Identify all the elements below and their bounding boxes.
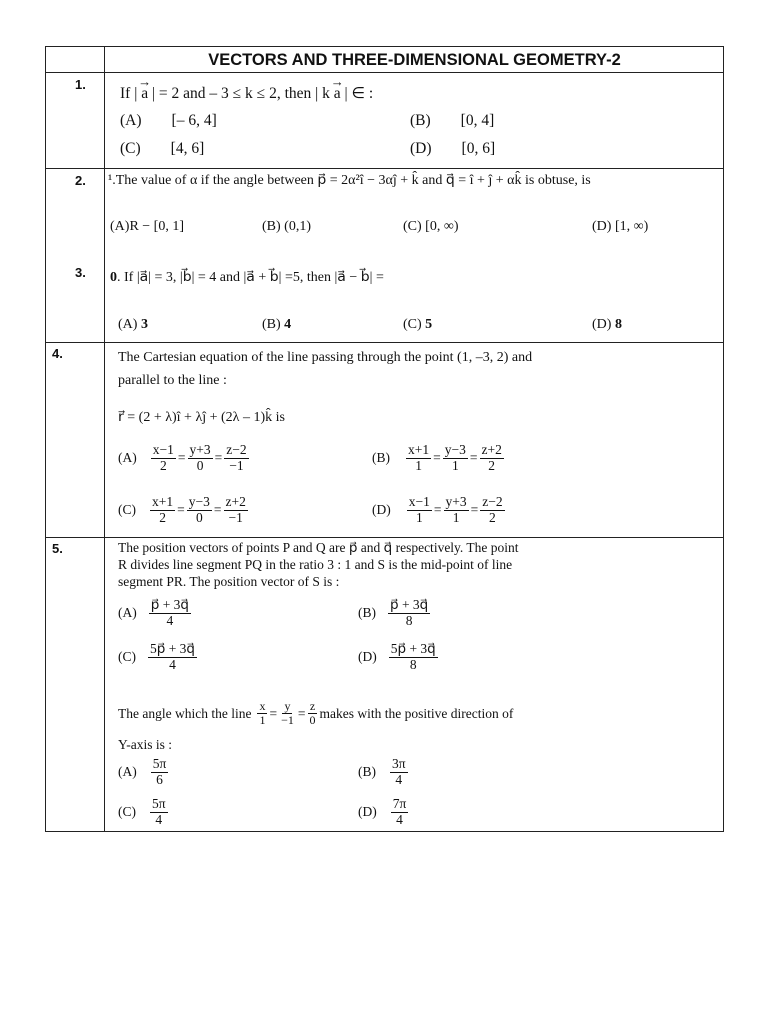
option-c[interactable]: (C) [4, 6] (120, 140, 205, 157)
question-number: 3. (75, 265, 86, 280)
option-d[interactable]: (D) [1, ∞) (592, 219, 649, 234)
option-a[interactable]: (A) $\frac{p⃗ + 3q⃗}{4}$ (118, 597, 190, 628)
question-number: 1. (75, 77, 86, 92)
row-divider (45, 342, 724, 343)
row-divider (45, 537, 724, 538)
option-d[interactable]: (D) [0, 6] (410, 140, 496, 157)
question-stem-line: The position vectors of points P and Q are p⃗ and q⃗ respectively. The point (118, 540, 519, 555)
option-b[interactable]: (B) (0,1) (262, 219, 311, 234)
option-b[interactable]: (B) $\frac{p⃗ + 3q⃗}{8}$ (358, 597, 429, 628)
option-b[interactable]: (B) $\frac{x+1}{1}$ = $\frac{y-3}{1}$ = $\frac{z+2}{2}$ (372, 442, 502, 473)
option-d[interactable]: (D) 8 (592, 317, 622, 332)
column-divider (104, 46, 105, 832)
option-a[interactable]: (A) [– 6, 4] (120, 112, 217, 129)
option-c[interactable]: (C) $\frac{x+1}{2}$ = $\frac{y-3}{0}$ = $\frac{z+2}{-1}$ (118, 494, 246, 525)
question-stem-line: Y-axis is : (118, 737, 172, 752)
option-d[interactable]: (D) $\frac{7\pi}{4}$ (358, 796, 407, 827)
question-stem-line: segment PR. The position vector of S is : (118, 574, 340, 589)
question-stem: ¹.The value of α if the angle between p⃗ = 2α²î − 3αĵ + k̂ and q⃗ = î + ĵ + αk̂ is obtuse, is (108, 173, 591, 188)
option-d[interactable]: (D) $\frac{5p⃗ + 3q⃗}{8}$ (358, 641, 436, 672)
option-c[interactable]: (C) 5 (403, 317, 433, 332)
question-number: 5. (52, 541, 63, 556)
option-b[interactable]: (B) 4 (262, 317, 292, 332)
option-a[interactable]: (A)R − [0, 1] (110, 219, 184, 234)
option-c[interactable]: (C) $\frac{5\pi}{4}$ (118, 796, 166, 827)
option-c[interactable]: (C) $\frac{5p⃗ + 3q⃗}{4}$ (118, 641, 196, 672)
option-a[interactable]: (A) 3 (118, 317, 148, 332)
option-b[interactable]: (B) [0, 4] (410, 112, 495, 129)
question-number: 4. (52, 346, 63, 361)
question-stem: 0. If |a⃗| = 3, |b⃗| = 4 and |a⃗ + b⃗| =5, then |a⃗ − b⃗| = (110, 270, 384, 285)
question-stem-line: r⃗ = (2 + λ)î + λĵ + (2λ – 1)k̂ is (118, 410, 285, 425)
option-a[interactable]: (A) $\frac{5\pi}{6}$ (118, 756, 167, 787)
question-stem-line: R divides line segment PQ in the ratio 3 : 1 and S is the mid-point of line (118, 557, 513, 572)
question-stem-line: The Cartesian equation of the line passing through the point (1, –3, 2) and (118, 350, 533, 365)
row-divider (45, 168, 724, 169)
question-number: 2. (75, 173, 86, 188)
page-title: VECTORS AND THREE-DIMENSIONAL GEOMETRY-2 (208, 51, 621, 69)
option-a[interactable]: (A) $\frac{x-1}{2}$ = $\frac{y+3}{0}$ = $\frac{z-2}{-1}$ (118, 442, 247, 473)
option-b[interactable]: (B) $\frac{3\pi}{4}$ (358, 756, 406, 787)
question-stem: If | → a | = 2 and – 3 ≤ k ≤ 2, then | k → a | ∈ : (120, 84, 373, 103)
option-d[interactable]: (D) $\frac{x-1}{1}$ = $\frac{y+3}{1}$ = $\frac{z-2}{2}$ (372, 494, 503, 525)
question-stem-line: The angle which the line $\frac{x}{1}$ = $\frac{y}{-1}$ = $\frac{z}{0}$ makes with the positive direction of (118, 699, 514, 728)
option-c[interactable]: (C) [0, ∞) (403, 219, 459, 234)
question-stem-line: parallel to the line : (118, 373, 227, 388)
